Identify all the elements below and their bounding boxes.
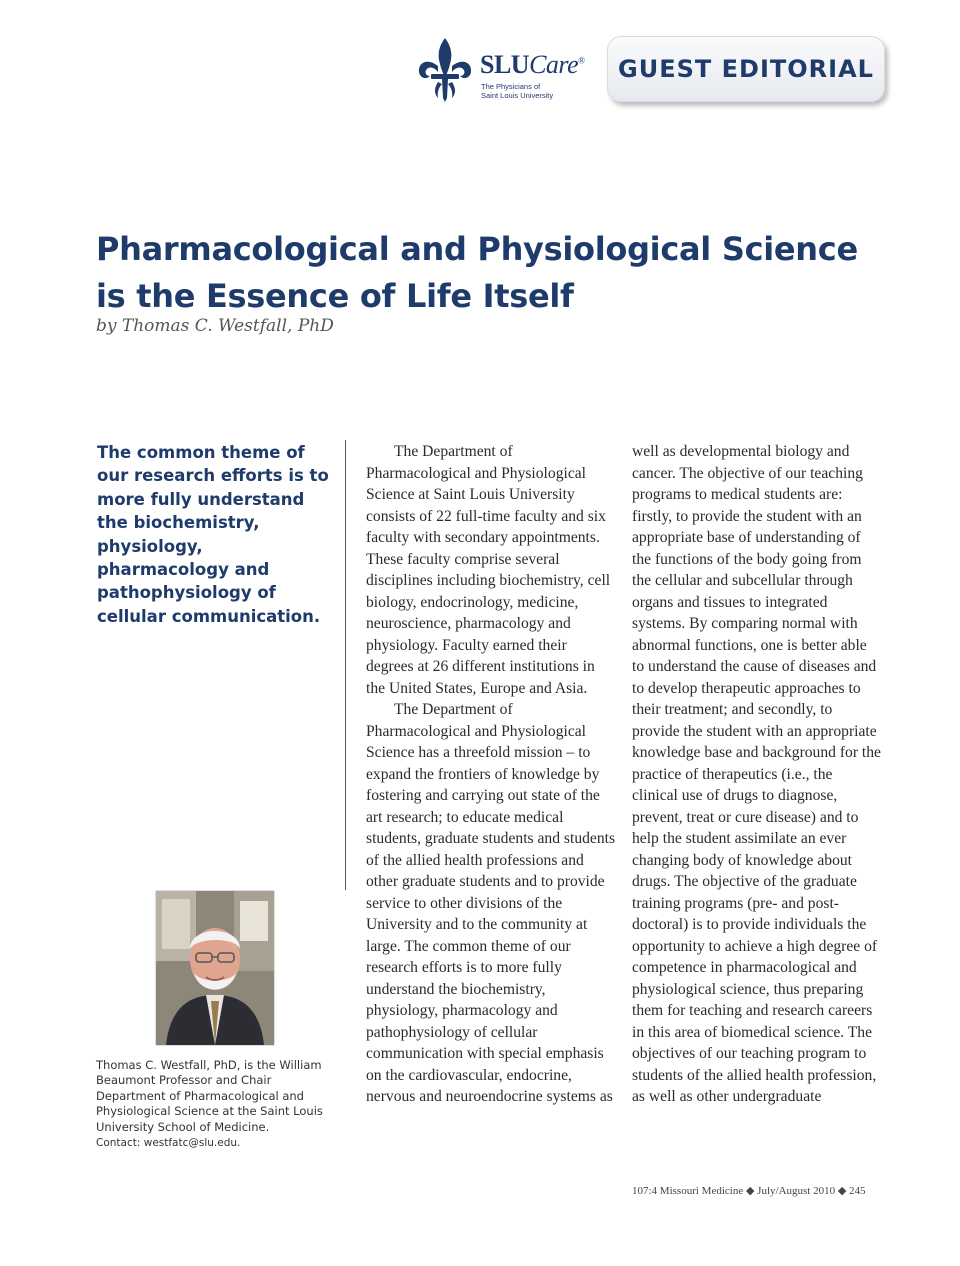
paragraph: The Department of Pharmacological and Physiological Science has a threefold mission – to expand the frontiers of knowledge by fostering and carrying out state of the art research; to educate medical students, graduate students and students of the allied health professions and other graduate students and to provide service to other divisions of the University and to the community at large. The common theme of our research efforts is to more fully understand the biochemistry, physiology, pharmacology and pathophysiology of cellular communication with special emphasis on the cardiovascular, endocrine, nervous and neuroendocrine systems as	[366, 701, 616, 1105]
body-column-1	[366, 441, 616, 1108]
logo-subtitle: The Physicians of Saint Louis University	[481, 82, 554, 100]
paragraph: The Department of Pharmacological and Physiological Science at Saint Louis University consists of 22 full-time faculty and six faculty with secondary appointments. These faculty comprise several disciplines including biochemistry, cell biology, endocrinology, medicine, neuroscience, pharmacology and physiology. Faculty earned their degrees at 26 different institutions in the United States, Europe and Asia.	[366, 443, 611, 697]
badge-label: GUEST EDITORIAL	[618, 55, 874, 83]
title-line-1: Pharmacological and Physiological Science	[96, 230, 858, 268]
column-divider	[345, 440, 346, 890]
page-footer: 107:4 Missouri Medicine ◆ July/August 2010 ◆ 245	[632, 1185, 866, 1197]
byline: by Thomas C. Westfall, PhD	[96, 316, 334, 336]
pull-quote: The common theme of our research efforts is to more fully understand the biochemistry, physiology, pharmacology and pathophysiology of cellular communication.	[97, 443, 329, 626]
article-title	[96, 226, 876, 320]
author-caption	[96, 1058, 326, 1151]
author-photo	[156, 891, 274, 1045]
logo-wordmark: SLUCare®	[480, 50, 585, 79]
guest-editorial-badge	[607, 36, 885, 102]
paragraph: well as developmental biology and cancer. The objective of our teaching programs to medical students are: firstly, to provide the student with an appropriate base of understanding of the functions of the body going from the cellular and subcellular through organs and tissues to integrated systems. By comparing normal with abnormal functions, one is better able to understand the cause of diseases and to develop therapeutic approaches to their treatment; and secondly, to provide the student with an appropriate knowledge base and background for the practice of therapeutics (i.e., the clinical use of drugs to diagnose, prevent, treat or cure disease) and to help the student assimilate an ever changing body of knowledge about drugs. The objective of the graduate training programs (pre- and post-doctoral) is to provide individuals the opportunity to achieve a high degree of competence in pharmacological and physiological science, thus preparing them for teaching and research careers in this area of biomedical science. The objectives of our teaching program to students of the allied health profession, as well as other undergraduate	[632, 443, 881, 1105]
title-line-2: is the Essence of Life Itself	[96, 277, 574, 315]
caption-text: Thomas C. Westfall, PhD, is the William Beaumont Professor and Chair Department of Pharmacological and Physiological Science at the Saint Louis University School of Medicine.	[96, 1058, 323, 1134]
author-contact: Contact: westfatc@slu.edu.	[96, 1137, 241, 1150]
fleur-de-lis-icon	[414, 36, 476, 104]
body-column-2	[632, 441, 882, 1108]
slucare-logo	[414, 36, 594, 106]
